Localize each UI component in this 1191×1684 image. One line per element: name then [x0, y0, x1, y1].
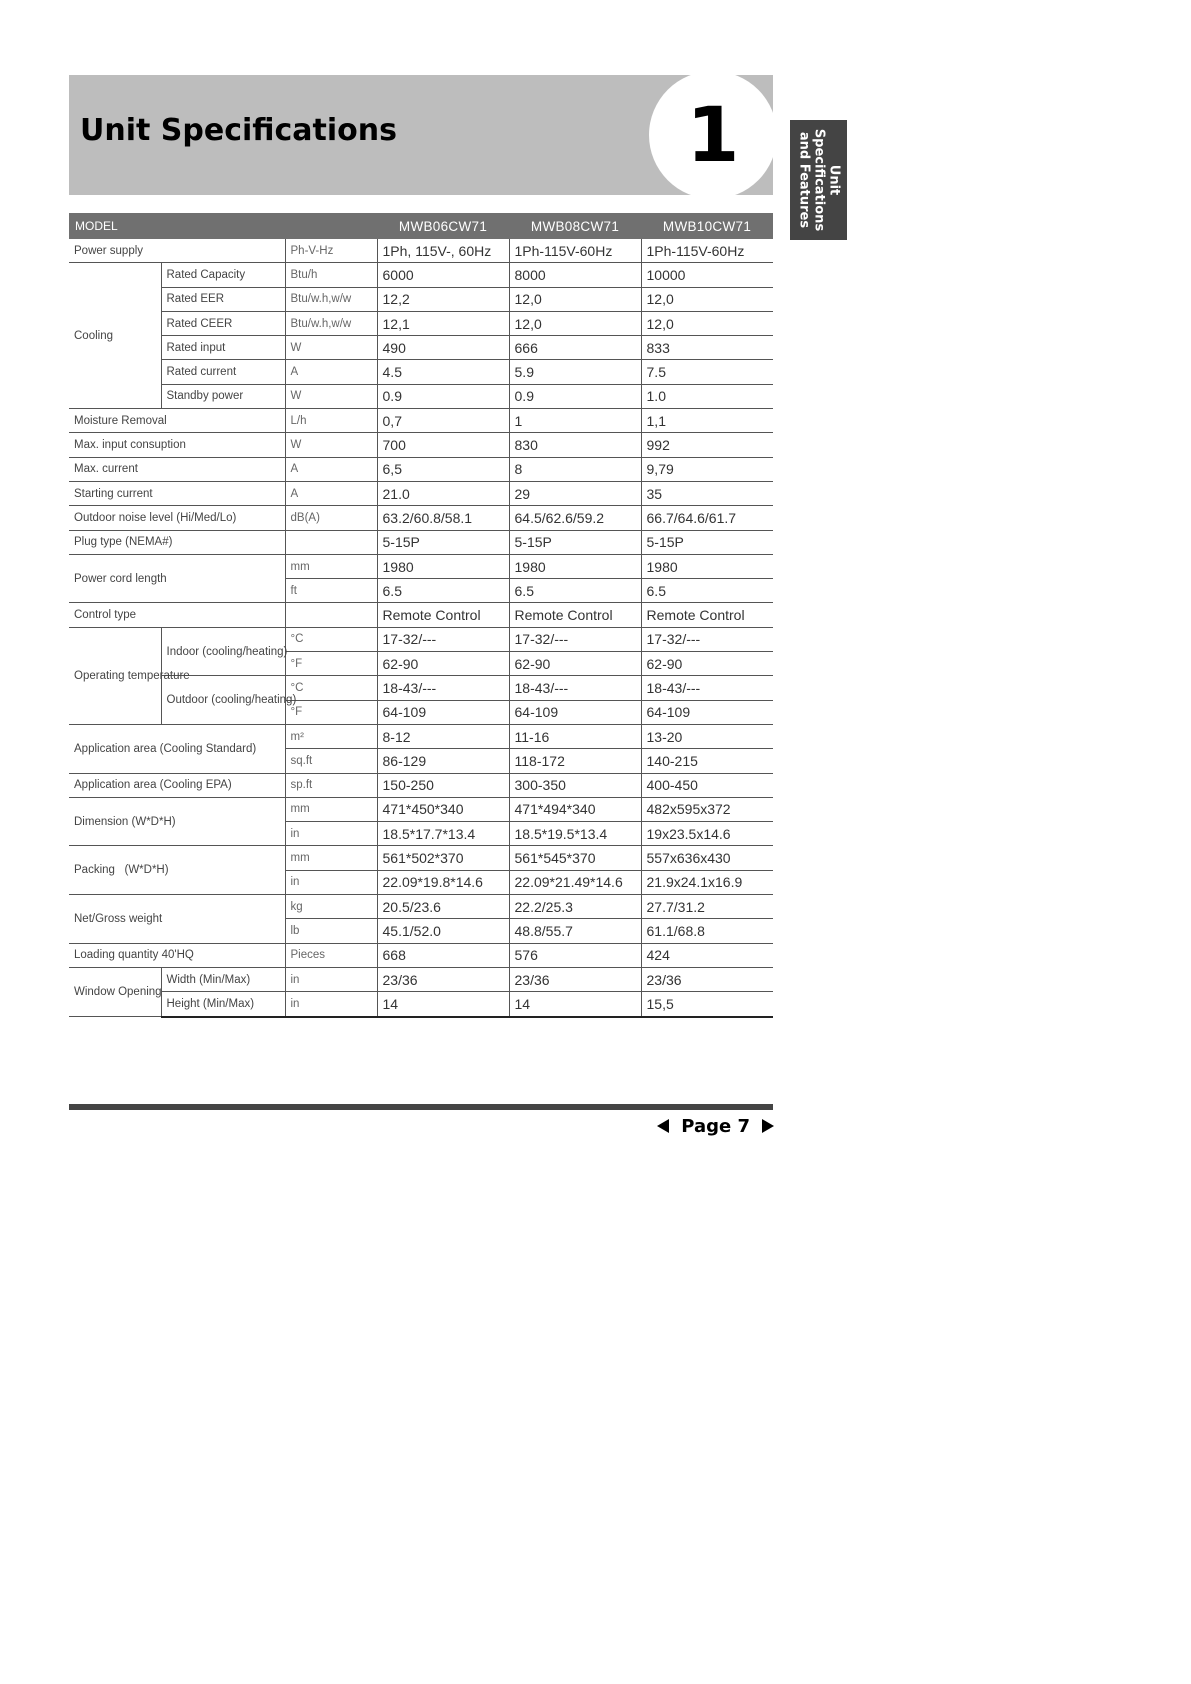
- row-label: Rated input: [161, 336, 285, 360]
- cell-value: 1980: [509, 554, 641, 578]
- row-unit: [285, 530, 377, 554]
- group-label: Cooling: [69, 263, 161, 409]
- cell-value: 0.9: [509, 384, 641, 408]
- cell-value: 20.5/23.6: [377, 895, 509, 919]
- table-row: [69, 481, 773, 505]
- table-row: [69, 409, 773, 433]
- row-unit: mm: [285, 846, 377, 870]
- cell-value: 471*450*340: [377, 797, 509, 821]
- row-unit: W: [285, 336, 377, 360]
- cell-value: Remote Control: [641, 603, 773, 627]
- table-row: [69, 797, 773, 821]
- cell-value: 5-15P: [509, 530, 641, 554]
- cell-value: 14: [509, 992, 641, 1017]
- cell-value: 35: [641, 481, 773, 505]
- row-unit: in: [285, 870, 377, 894]
- cell-value: 12,0: [509, 287, 641, 311]
- row-label: Standby power: [161, 384, 285, 408]
- cell-value: 668: [377, 943, 509, 967]
- row-unit: L/h: [285, 409, 377, 433]
- table-row: [69, 846, 773, 870]
- row-unit: m²: [285, 724, 377, 748]
- table-row: [69, 603, 773, 627]
- cell-value: 5-15P: [641, 530, 773, 554]
- row-unit: kg: [285, 895, 377, 919]
- table-row: [69, 627, 773, 651]
- cell-value: 17-32/---: [641, 627, 773, 651]
- cell-value: 22.09*19.8*14.6: [377, 870, 509, 894]
- cell-value: 1980: [641, 554, 773, 578]
- cell-value: 9,79: [641, 457, 773, 481]
- cell-value: 61.1/68.8: [641, 919, 773, 943]
- cell-value: 6.5: [641, 579, 773, 603]
- cell-value: 11-16: [509, 724, 641, 748]
- row-label: Outdoor noise level (Hi/Med/Lo): [69, 506, 285, 530]
- table-row: [69, 457, 773, 481]
- cell-value: 48.8/55.7: [509, 919, 641, 943]
- cell-value: 1Ph, 115V-, 60Hz: [377, 239, 509, 263]
- table-row: [69, 530, 773, 554]
- row-unit: sq.ft: [285, 749, 377, 773]
- row-label: Width (Min/Max): [161, 967, 285, 991]
- row-unit: [285, 603, 377, 627]
- cell-value: 13-20: [641, 724, 773, 748]
- cell-value: Remote Control: [377, 603, 509, 627]
- cell-value: Remote Control: [509, 603, 641, 627]
- cell-value: 6.5: [509, 579, 641, 603]
- row-label: Loading quantity 40'HQ: [69, 943, 285, 967]
- cell-value: 300-350: [509, 773, 641, 797]
- cell-value: 992: [641, 433, 773, 457]
- page-title: Unit Specifications: [80, 113, 397, 148]
- row-label: Control type: [69, 603, 285, 627]
- row-unit: dB(A): [285, 506, 377, 530]
- row-unit: W: [285, 433, 377, 457]
- model-header-2: MWB08CW71: [509, 213, 641, 239]
- table-row: [69, 554, 773, 578]
- cell-value: 557x636x430: [641, 846, 773, 870]
- page-navigation: [654, 1115, 774, 1137]
- cell-value: 471*494*340: [509, 797, 641, 821]
- table-row: [69, 967, 773, 991]
- cell-value: 19x23.5x14.6: [641, 822, 773, 846]
- cell-value: 64.5/62.6/59.2: [509, 506, 641, 530]
- row-label: Power supply: [69, 239, 285, 263]
- cell-value: 62-90: [509, 652, 641, 676]
- cell-value: 10000: [641, 263, 773, 287]
- cell-value: 21.9x24.1x16.9: [641, 870, 773, 894]
- cell-value: 12,0: [641, 287, 773, 311]
- row-unit: °F: [285, 700, 377, 724]
- cell-value: 18.5*19.5*13.4: [509, 822, 641, 846]
- group-label: Operating temperature: [69, 627, 161, 724]
- cell-value: 18-43/---: [509, 676, 641, 700]
- row-unit: Btu/h: [285, 263, 377, 287]
- cell-value: 15,5: [641, 992, 773, 1017]
- subgroup-label: Outdoor (cooling/heating): [161, 676, 285, 725]
- cell-value: 1980: [377, 554, 509, 578]
- cell-value: 150-250: [377, 773, 509, 797]
- cell-value: 22.2/25.3: [509, 895, 641, 919]
- row-unit: °C: [285, 676, 377, 700]
- cell-value: 14: [377, 992, 509, 1017]
- table-row: [69, 895, 773, 919]
- row-unit: A: [285, 360, 377, 384]
- cell-value: 424: [641, 943, 773, 967]
- page-number: Page 7: [681, 1115, 750, 1137]
- cell-value: 12,0: [641, 311, 773, 335]
- cell-value: 5-15P: [377, 530, 509, 554]
- model-header-3: MWB10CW71: [641, 213, 773, 239]
- cell-value: 27.7/31.2: [641, 895, 773, 919]
- table-row: [69, 263, 773, 287]
- row-label: Plug type (NEMA#): [69, 530, 285, 554]
- group-label: Application area (Cooling Standard): [69, 724, 285, 773]
- row-label: Rated EER: [161, 287, 285, 311]
- table-row: [69, 433, 773, 457]
- table-row: [69, 773, 773, 797]
- group-label: Net/Gross weight: [69, 895, 285, 944]
- group-label: Dimension (W*D*H): [69, 797, 285, 846]
- cell-value: 833: [641, 336, 773, 360]
- cell-value: 561*545*370: [509, 846, 641, 870]
- row-unit: in: [285, 822, 377, 846]
- row-unit: Pieces: [285, 943, 377, 967]
- group-label: Window Opening: [69, 967, 161, 1016]
- row-label: Height (Min/Max): [161, 992, 285, 1017]
- row-label: Rated Capacity: [161, 263, 285, 287]
- model-header-1: MWB06CW71: [377, 213, 509, 239]
- cell-value: 12,2: [377, 287, 509, 311]
- cell-value: 700: [377, 433, 509, 457]
- cell-value: 6,5: [377, 457, 509, 481]
- cell-value: 64-109: [377, 700, 509, 724]
- row-unit: °C: [285, 627, 377, 651]
- cell-value: 561*502*370: [377, 846, 509, 870]
- cell-value: 18-43/---: [641, 676, 773, 700]
- cell-value: 830: [509, 433, 641, 457]
- cell-value: 17-32/---: [377, 627, 509, 651]
- row-unit: Btu/w.h,w/w: [285, 311, 377, 335]
- cell-value: 1,1: [641, 409, 773, 433]
- row-unit: A: [285, 457, 377, 481]
- cell-value: 29: [509, 481, 641, 505]
- cell-value: 6000: [377, 263, 509, 287]
- cell-value: 0.9: [377, 384, 509, 408]
- table-row: [69, 336, 773, 360]
- table-row: [69, 506, 773, 530]
- row-unit: ft: [285, 579, 377, 603]
- spec-table: [69, 213, 773, 1018]
- cell-value: 4.5: [377, 360, 509, 384]
- row-label: Rated current: [161, 360, 285, 384]
- cell-value: 118-172: [509, 749, 641, 773]
- subgroup-label: Indoor (cooling/heating): [161, 627, 285, 676]
- cell-value: 576: [509, 943, 641, 967]
- row-unit: lb: [285, 919, 377, 943]
- table-row: [69, 992, 773, 1017]
- row-unit: °F: [285, 652, 377, 676]
- row-label: Rated CEER: [161, 311, 285, 335]
- cell-value: 21.0: [377, 481, 509, 505]
- cell-value: 0,7: [377, 409, 509, 433]
- chapter-header: [69, 75, 773, 195]
- cell-value: 63.2/60.8/58.1: [377, 506, 509, 530]
- row-label: Max. current: [69, 457, 285, 481]
- footer-divider: [69, 1104, 773, 1110]
- group-label: Power cord length: [69, 554, 285, 603]
- table-row: [69, 360, 773, 384]
- cell-value: 5.9: [509, 360, 641, 384]
- cell-value: 23/36: [377, 967, 509, 991]
- cell-value: 400-450: [641, 773, 773, 797]
- table-row: [69, 384, 773, 408]
- chapter-number-badge: [649, 71, 777, 199]
- cell-value: 45.1/52.0: [377, 919, 509, 943]
- chapter-side-tab[interactable]: [790, 120, 847, 240]
- table-row: [69, 287, 773, 311]
- cell-value: 22.09*21.49*14.6: [509, 870, 641, 894]
- row-label: Moisture Removal: [69, 409, 285, 433]
- cell-value: 66.7/64.6/61.7: [641, 506, 773, 530]
- row-unit: mm: [285, 554, 377, 578]
- table-header-row: [69, 213, 773, 239]
- cell-value: 12,0: [509, 311, 641, 335]
- cell-value: 23/36: [509, 967, 641, 991]
- cell-value: 8-12: [377, 724, 509, 748]
- table-row: [69, 724, 773, 748]
- group-label: Packing (W*D*H): [69, 846, 285, 895]
- row-unit: in: [285, 992, 377, 1017]
- cell-value: 18-43/---: [377, 676, 509, 700]
- row-unit: A: [285, 481, 377, 505]
- cell-value: 1Ph-115V-60Hz: [641, 239, 773, 263]
- cell-value: 86-129: [377, 749, 509, 773]
- cell-value: 1.0: [641, 384, 773, 408]
- table-row: [69, 311, 773, 335]
- cell-value: 23/36: [641, 967, 773, 991]
- cell-value: 7.5: [641, 360, 773, 384]
- model-header: MODEL: [69, 213, 377, 239]
- row-unit: sp.ft: [285, 773, 377, 797]
- chapter-number: 1: [686, 90, 740, 179]
- table-row: [69, 943, 773, 967]
- table-row: [69, 239, 773, 263]
- previous-page-icon[interactable]: [657, 1119, 669, 1133]
- cell-value: 62-90: [377, 652, 509, 676]
- cell-value: 1Ph-115V-60Hz: [509, 239, 641, 263]
- cell-value: 17-32/---: [509, 627, 641, 651]
- cell-value: 8000: [509, 263, 641, 287]
- cell-value: 18.5*17.7*13.4: [377, 822, 509, 846]
- row-label: Starting current: [69, 481, 285, 505]
- row-unit: Ph-V-Hz: [285, 239, 377, 263]
- side-tab-label: Unit Specifications and Features: [796, 128, 841, 232]
- cell-value: 490: [377, 336, 509, 360]
- cell-value: 140-215: [641, 749, 773, 773]
- cell-value: 12,1: [377, 311, 509, 335]
- cell-value: 64-109: [641, 700, 773, 724]
- row-unit: mm: [285, 797, 377, 821]
- next-page-icon[interactable]: [762, 1119, 774, 1133]
- row-unit: W: [285, 384, 377, 408]
- row-unit: Btu/w.h,w/w: [285, 287, 377, 311]
- row-label: Application area (Cooling EPA): [69, 773, 285, 797]
- cell-value: 62-90: [641, 652, 773, 676]
- cell-value: 482x595x372: [641, 797, 773, 821]
- row-unit: in: [285, 967, 377, 991]
- cell-value: 6.5: [377, 579, 509, 603]
- cell-value: 666: [509, 336, 641, 360]
- cell-value: 64-109: [509, 700, 641, 724]
- row-label: Max. input consuption: [69, 433, 285, 457]
- cell-value: 1: [509, 409, 641, 433]
- cell-value: 8: [509, 457, 641, 481]
